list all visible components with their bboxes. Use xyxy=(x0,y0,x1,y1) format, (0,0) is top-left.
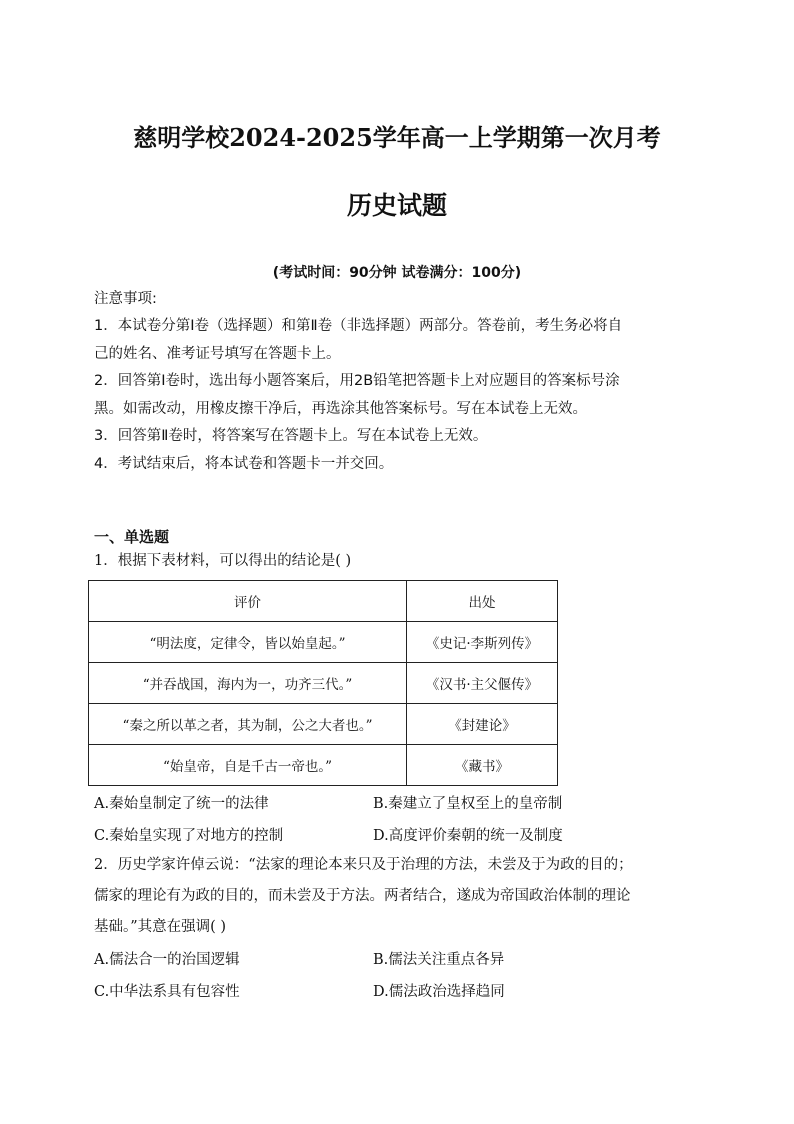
notes-line: 4．考试结束后，将本试卷和答题卡一并交回。 xyxy=(94,455,394,472)
option-d[interactable]: D.儒法政治选择趋同 xyxy=(373,984,505,1000)
option-b[interactable]: B.秦建立了皇权至上的皇帝制 xyxy=(373,796,563,812)
notes-title: 注意事项: xyxy=(94,291,157,307)
notes-line: 己的姓名、准考证号填写在答题卡上。 xyxy=(94,345,341,362)
section-heading: 一、单选题 xyxy=(94,528,170,546)
question-2-line: 2．历史学家许倬云说：“法家的理论本来只及于治理的方法，未尝及于为政的目的； xyxy=(94,857,633,873)
table-cell: 《史记·李斯列传》 xyxy=(407,622,558,663)
subject-title: 历史试题 xyxy=(346,191,447,220)
question-1-stem: 1．根据下表材料，可以得出的结论是( ) xyxy=(94,553,352,569)
notes-line: 黑。如需改动，用橡皮擦干净后，再选涂其他答案标号。写在本试卷上无效。 xyxy=(94,400,587,417)
table-cell: “始皇帝，自是千古一帝也。” xyxy=(89,745,407,786)
option-a[interactable]: A.儒法合一的治国逻辑 xyxy=(94,952,240,968)
notes-line: 1．本试卷分第Ⅰ卷（选择题）和第Ⅱ卷（非选择题）两部分。答卷前，考生务必将自 xyxy=(94,318,623,334)
table-cell: 《封建论》 xyxy=(407,704,558,745)
question-2-options xyxy=(94,944,714,1008)
table-cell: “秦之所以革之者，其为制，公之大者也。” xyxy=(89,704,407,745)
question-1-options xyxy=(94,788,714,852)
notes-list xyxy=(94,313,704,478)
table-cell: 《汉书·主父偃传》 xyxy=(407,663,558,704)
material-table xyxy=(88,580,558,786)
option-c[interactable]: C.秦始皇实现了对地方的控制 xyxy=(94,828,284,844)
option-a[interactable]: A.秦始皇制定了统一的法律 xyxy=(94,796,269,812)
table-row xyxy=(89,622,558,663)
table-cell: “明法度，定律令，皆以始皇起。” xyxy=(89,622,407,663)
table-cell: 《藏书》 xyxy=(407,745,558,786)
table-row xyxy=(89,663,558,704)
question-2-line: 基础。”其意在强调( ) xyxy=(94,919,227,935)
question-2-stem xyxy=(94,850,704,943)
notes-line: 2．回答第Ⅰ卷时，选出每小题答案后，用2B铅笔把答题卡上对应题目的答案标号涂 xyxy=(94,373,620,389)
exam-info: (考试时间：90分钟 试卷满分：100分) xyxy=(272,265,522,281)
table-header-cell: 评价 xyxy=(89,581,407,622)
option-d[interactable]: D.高度评价秦朝的统一及制度 xyxy=(373,828,563,844)
table-header-row xyxy=(89,581,558,622)
notes-line: 3．回答第Ⅱ卷时，将答案写在答题卡上。写在本试卷上无效。 xyxy=(94,428,488,444)
table-row xyxy=(89,745,558,786)
question-2-line: 儒家的理论有为政的目的，而未尝及于方法。两者结合，遂成为帝国政治体制的理论 xyxy=(94,888,631,904)
table-cell: “并吞战国，海内为一，功齐三代。” xyxy=(89,663,407,704)
table-header-cell: 出处 xyxy=(407,581,558,622)
option-c[interactable]: C.中华法系具有包容性 xyxy=(94,984,240,1000)
option-b[interactable]: B.儒法关注重点各异 xyxy=(373,952,505,968)
exam-title: 慈明学校2024-2025学年高一上学期第一次月考 xyxy=(133,123,661,152)
table-row xyxy=(89,704,558,745)
